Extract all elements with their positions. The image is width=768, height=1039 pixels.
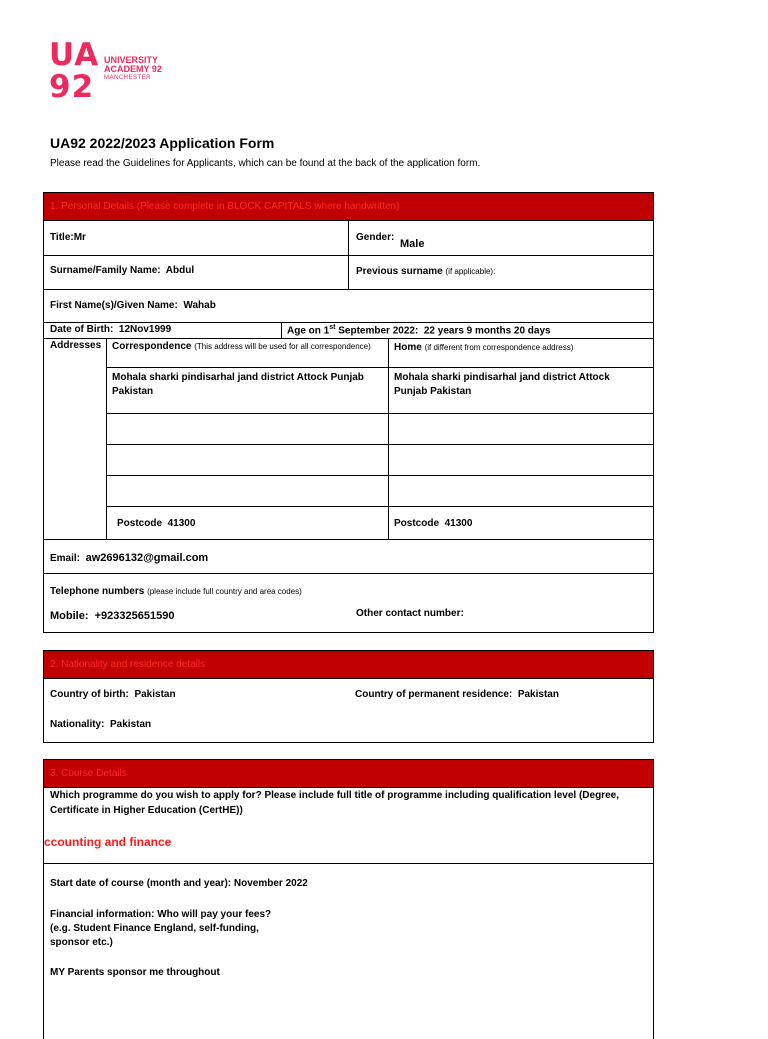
country-of-birth-label: Country of birth: — [50, 689, 129, 700]
first-name-label: First Name(s)/Given Name: — [50, 300, 178, 311]
programme-question-line2: Certificate in Higher Education (CertHE)) — [50, 805, 243, 816]
telephone-note: (please include full country and area codes) — [147, 587, 302, 596]
programme-value: ccounting and finance — [44, 835, 172, 849]
intro-text: Please read the Guidelines for Applicants, which can be found at the back of the application form. — [50, 158, 481, 169]
home-address: Mohala sharki pindisarhal jand district Attock Punjab Pakistan — [394, 372, 610, 397]
dob-label: Date of Birth: — [50, 324, 114, 335]
residence-value: Pakistan — [517, 689, 559, 700]
age-label-sup: st — [329, 324, 336, 331]
nationality-label: Nationality: — [50, 719, 105, 730]
age-value: 22 years 9 months 20 days — [423, 325, 551, 337]
nationality-field — [50, 719, 151, 730]
logo-letters-92: 92 — [49, 69, 95, 105]
course-details-section — [43, 759, 654, 1039]
financial-question-line3: sponsor etc.) — [50, 937, 113, 948]
residence-field — [355, 689, 559, 700]
email-value: aw2696132@gmail.com — [85, 552, 209, 564]
nationality-section — [43, 650, 654, 743]
telephone-header — [50, 586, 302, 597]
postcode-value: 41300 — [444, 518, 473, 529]
mobile-value: +923325651590 — [94, 610, 175, 622]
section-heading: 3. Course Details — [50, 768, 127, 779]
financial-answer: MY Parents sponsor me throughout — [50, 967, 220, 978]
telephone-label: Telephone numbers — [50, 586, 145, 597]
correspondence-note: (This address will be used for all correspondence) — [194, 342, 371, 351]
correspondence-address: Mohala sharki pindisarhal jand district Attock Punjab Pakistan — [112, 372, 364, 397]
age-label: Age on 1 — [287, 325, 330, 337]
section-header — [44, 651, 653, 678]
mobile-label: Mobile: — [50, 610, 89, 622]
email-field — [50, 552, 208, 564]
addresses-label: Addresses — [50, 340, 102, 351]
programme-question-line1: Which programme do you wish to apply for? Please include full title of programme including qualification level (Degree, — [50, 790, 619, 801]
country-of-birth-value: Pakistan — [134, 689, 176, 700]
home-note: (if different from correspondence address) — [424, 343, 574, 352]
correspondence-label: Correspondence — [112, 341, 192, 352]
financial-question-line1: Financial information: Who will pay your fees? — [50, 909, 272, 920]
country-of-birth-field — [50, 689, 176, 700]
age-label-post: September 2022: — [335, 325, 419, 337]
email-label: Email: — [50, 553, 81, 564]
surname-label: Surname/Family Name: — [50, 265, 161, 276]
logo-name-line1: UNIVERSITY — [104, 55, 159, 65]
home-header — [394, 342, 573, 353]
postcode-label: Postcode — [117, 518, 163, 529]
first-name-value: Wahab — [183, 300, 216, 311]
previous-surname-note: (if applicable): — [445, 267, 496, 276]
dob-value: 12Nov1999 — [118, 324, 172, 335]
residence-label: Country of permanent residence: — [355, 689, 513, 700]
personal-details-section — [43, 192, 654, 633]
correspondence-postcode — [117, 518, 195, 529]
surname-field — [50, 265, 194, 276]
logo-letters-ua: UA — [49, 37, 100, 73]
page-title: UA92 2022/2023 Application Form — [50, 135, 275, 151]
other-contact-label: Other contact number: — [356, 608, 464, 619]
gender-label: Gender: — [356, 232, 395, 243]
section-header — [44, 760, 653, 787]
previous-surname-label: Previous surname — [356, 266, 443, 277]
home-label: Home — [394, 342, 422, 353]
financial-question-line2: (e.g. Student Finance England, self-funding, — [50, 923, 259, 934]
section-header — [44, 193, 653, 220]
age-field — [287, 324, 551, 336]
first-name-field — [50, 300, 216, 311]
home-postcode — [394, 518, 472, 529]
nationality-value: Pakistan — [110, 719, 152, 730]
logo-city: MANCHESTER — [104, 75, 152, 81]
section-heading: 2. Nationality and residence details — [50, 659, 206, 670]
dob-field — [50, 324, 171, 335]
postcode-label: Postcode — [394, 518, 440, 529]
logo-name-line2: ACADEMY 92 — [104, 64, 162, 74]
mobile-field — [50, 610, 174, 622]
surname-value: Abdul — [165, 265, 195, 276]
gender-value: Male — [400, 238, 425, 250]
section-heading: 1. Personal Details (Please complete in BLOCK CAPITALS where handwritten) — [50, 201, 400, 212]
correspondence-header — [112, 340, 384, 353]
previous-surname-field — [356, 266, 495, 277]
title-field: Title:Mr — [50, 232, 86, 243]
postcode-value: 41300 — [167, 518, 196, 529]
start-date: Start date of course (month and year): November 2022 — [50, 878, 308, 889]
